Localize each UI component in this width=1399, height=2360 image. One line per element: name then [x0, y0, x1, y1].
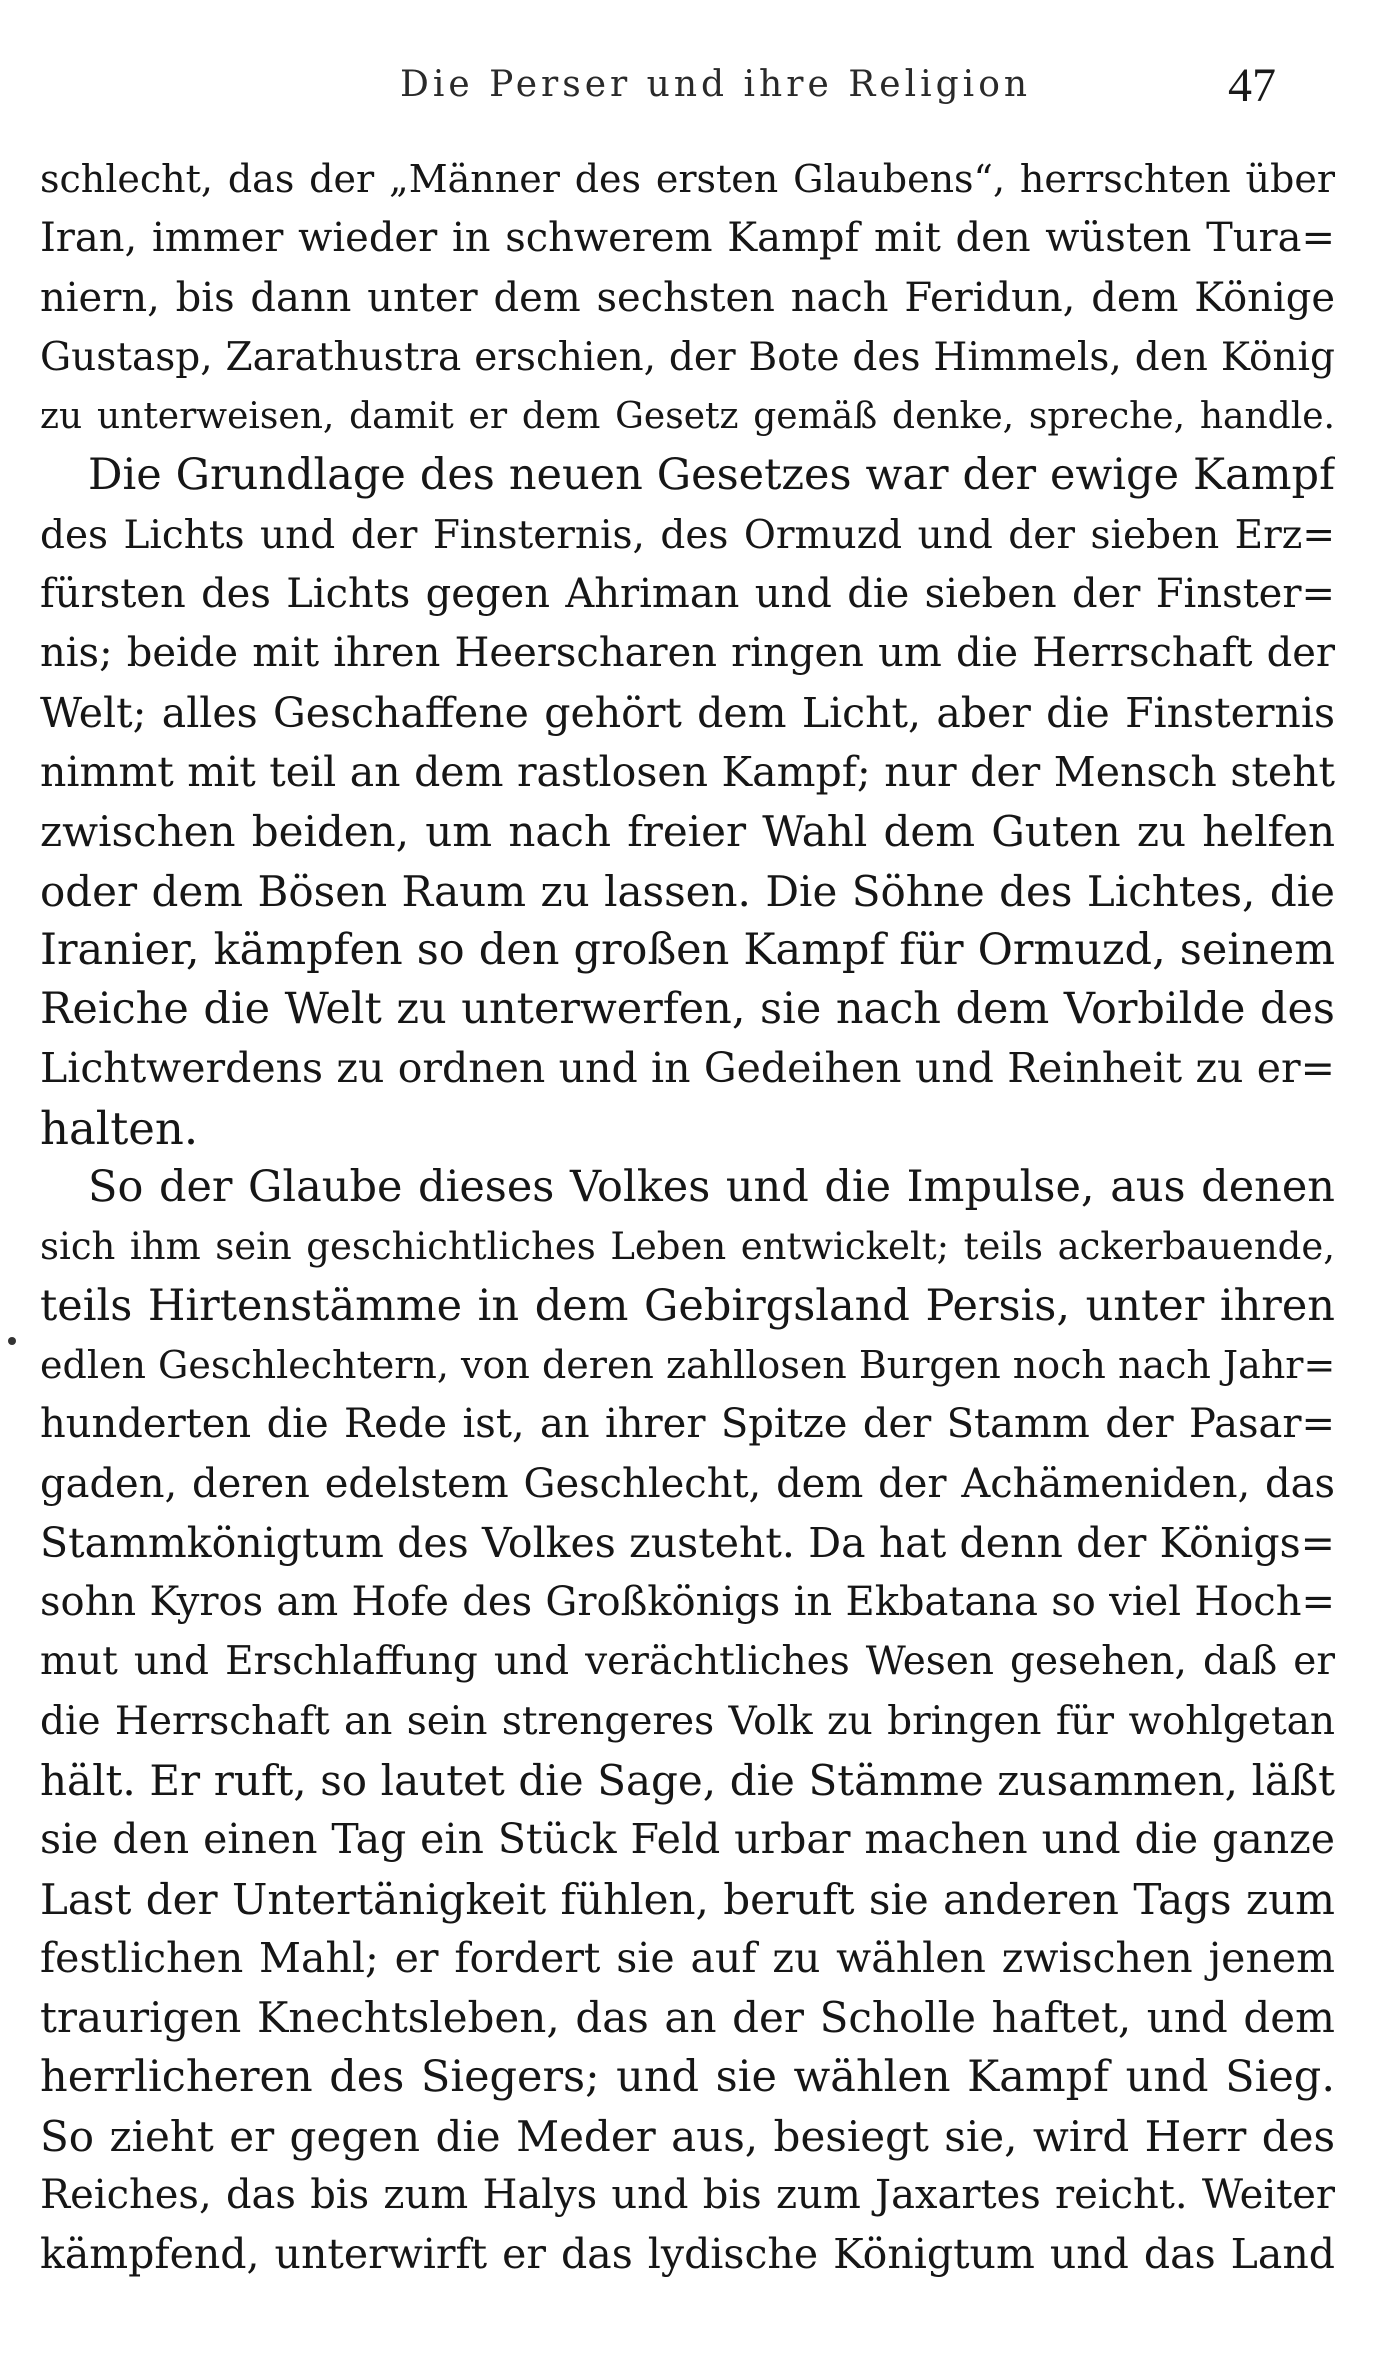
text-line: Reiche die Welt zu unterwerfen, sie nach dem Vorbilde des [40, 984, 1335, 1035]
text-line: edlen Geschlechtern, von deren zahllosen Burgen noch nach Jahr= [40, 1342, 1335, 1387]
text-line: halten. [40, 1101, 199, 1155]
text-line: Welt; alles Geschaffene gehört dem Licht, aber die Finsternis [40, 688, 1335, 737]
text-line: Last der Untertänigkeit fühlen, beruft sie anderen Tags zum [40, 1874, 1335, 1924]
text-line: Iranier, kämpfen so den großen Kampf für Ormuzd, seinem [40, 924, 1335, 975]
text-line: mut und Erschlaffung und verächtliches Wesen gesehen, daß er [40, 1639, 1335, 1685]
text-line: oder dem Bösen Raum zu lassen. Die Söhne des Lichtes, die [40, 866, 1335, 916]
text-line: nimmt mit teil an dem rastlosen Kampf; nur der Mensch steht [40, 747, 1335, 796]
text-line: sich ihm sein geschichtliches Leben entwickelt; teils ackerbauende, [40, 1225, 1335, 1269]
running-head: Die Perser und ihre Religion [400, 64, 1032, 105]
text-line: herrlicheren des Siegers; und sie wählen Kampf und Sieg. [40, 2051, 1335, 2102]
text-line: niern, bis dann unter dem sechsten nach Feridun, dem Könige [40, 274, 1335, 321]
text-line: Stammkönigtum des Volkes zusteht. Da hat denn der Königs= [40, 1518, 1335, 1567]
text-line: gaden, deren edelstem Geschlecht, dem der Achämeniden, das [40, 1460, 1335, 1507]
text-line: sie den einen Tag ein Stück Feld urbar machen und die ganze [40, 1815, 1335, 1864]
text-line: nis; beide mit ihren Heerscharen ringen um die Herrschaft der [40, 630, 1335, 677]
text-line: Reiches, das bis zum Halys und bis zum Jaxartes reicht. Weiter [40, 2172, 1335, 2219]
page-header [0, 58, 1399, 118]
margin-dot [8, 1337, 16, 1345]
text-line: hält. Er ruft, so lautet die Sage, die Stämme zusammen, läßt [40, 1756, 1335, 1806]
page-number: 47 [1228, 59, 1276, 112]
text-line: schlecht, das der „Männer des ersten Glaubens“, herrschten über [40, 157, 1335, 201]
text-line: So der Glaube dieses Volkes und die Impulse, aus denen [88, 1162, 1335, 1213]
text-line: zu unterweisen, damit er dem Gesetz gemäß denke, spreche, handle. [40, 396, 1335, 438]
text-line: So zieht er gegen die Meder aus, besiegt sie, wird Herr des [40, 2111, 1335, 2161]
text-line: festlichen Mahl; er fordert sie auf zu wählen zwischen jenem [40, 1933, 1335, 1982]
text-line: die Herrschaft an sein strengeres Volk zu bringen für wohlgetan [40, 1698, 1335, 1744]
text-line: des Lichts und der Finsternis, des Ormuzd und der sieben Erz= [40, 512, 1335, 558]
text-line: teils Hirtenstämme in dem Gebirgsland Persis, unter ihren [40, 1280, 1335, 1331]
text-line: hunderten die Rede ist, an ihrer Spitze der Stamm der Pasar= [40, 1401, 1335, 1448]
text-line: Iran, immer wieder in schwerem Kampf mit den wüsten Tura= [40, 215, 1335, 262]
text-line: Gustasp, Zarathustra erschien, der Bote des Himmels, den König [40, 334, 1335, 380]
text-line: traurigen Knechtsleben, das an der Scholle haftet, und dem [40, 1993, 1335, 2043]
text-line: fürsten des Lichts gegen Ahriman und die sieben der Finster= [40, 571, 1335, 618]
text-line: kämpfend, unterwirft er das lydische Königtum und das Land [40, 2230, 1335, 2279]
text-line: zwischen beiden, um nach freier Wahl dem Guten zu helfen [40, 807, 1335, 857]
body-text [40, 150, 1335, 2285]
text-line: Lichtwerdens zu ordnen und in Gedeihen und Reinheit zu er= [40, 1044, 1335, 1093]
text-line: Die Grundlage des neuen Gesetzes war der ewige Kampf [88, 450, 1335, 501]
text-line: sohn Kyros am Hofe des Großkönigs in Ekbatana so viel Hoch= [40, 1579, 1335, 1626]
